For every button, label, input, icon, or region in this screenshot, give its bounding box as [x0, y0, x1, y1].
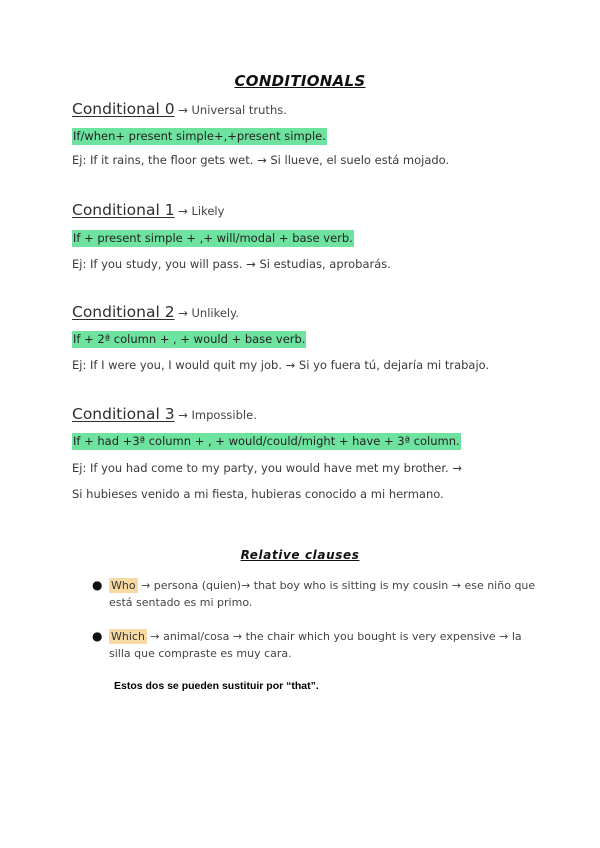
highlighted-term: Who: [111, 579, 136, 592]
relative-clauses-title: Relative clauses: [240, 548, 360, 562]
conditional-1-example: Ej: If you study, you will pass. → Si estudias, aprobarás.: [72, 257, 391, 271]
conditional-3-example-line-2: Si hubieses venido a mi fiesta, hubieras conocido a mi hermano.: [72, 487, 444, 501]
conditional-2-desc: → Unlikely.: [178, 306, 239, 320]
bullet-icon: ●: [92, 629, 103, 643]
highlighted-term: Which: [111, 630, 145, 643]
list-item-text: [109, 577, 539, 611]
list-item-text: [109, 628, 539, 662]
page-title: CONDITIONALS: [234, 72, 366, 90]
list-item-description: → persona (quien)→ that boy who is sitting is my cousin → ese niño que está sentado es mi primo.: [109, 579, 536, 609]
bullet-icon: ●: [92, 578, 103, 592]
conditional-2-example: Ej: If I were you, I would quit my job. → Si yo fuera tú, dejaría mi trabajo.: [72, 358, 490, 372]
conditional-0-name: Conditional 0: [72, 100, 175, 118]
conditional-1-heading: [72, 201, 224, 219]
conditional-1-desc: → Likely: [178, 204, 225, 218]
conditional-2-heading: [72, 303, 239, 321]
conditional-0-formula: If/when+ present simple+,+present simple.: [73, 129, 326, 143]
conditional-2-formula: If + 2ª column + , + would + base verb.: [73, 332, 306, 346]
conditional-1-formula: If + present simple + ,+ will/modal + base verb.: [73, 231, 353, 245]
conditional-1-name: Conditional 1: [72, 201, 175, 219]
conditional-3-name: Conditional 3: [72, 405, 175, 423]
conditional-3-desc: → Impossible.: [178, 408, 257, 422]
conditional-0-desc: → Universal truths.: [178, 103, 287, 117]
conditional-3-heading: [72, 405, 257, 423]
conditional-0-example: Ej: If it rains, the floor gets wet. → Si llueve, el suelo está mojado.: [72, 153, 450, 167]
note-text: Estos dos se pueden sustituir por “that”.: [114, 680, 319, 692]
conditional-3-example-line-1: Ej: If you had come to my party, you would have met my brother. →: [72, 461, 462, 475]
conditional-2-name: Conditional 2: [72, 303, 175, 321]
conditional-0-heading: [72, 100, 287, 118]
list-item-description: → animal/cosa → the chair which you bought is very expensive → la silla que compraste es muy cara.: [109, 630, 522, 660]
conditional-3-formula: If + had +3ª column + , + would/could/might + have + 3ª column.: [73, 434, 460, 448]
